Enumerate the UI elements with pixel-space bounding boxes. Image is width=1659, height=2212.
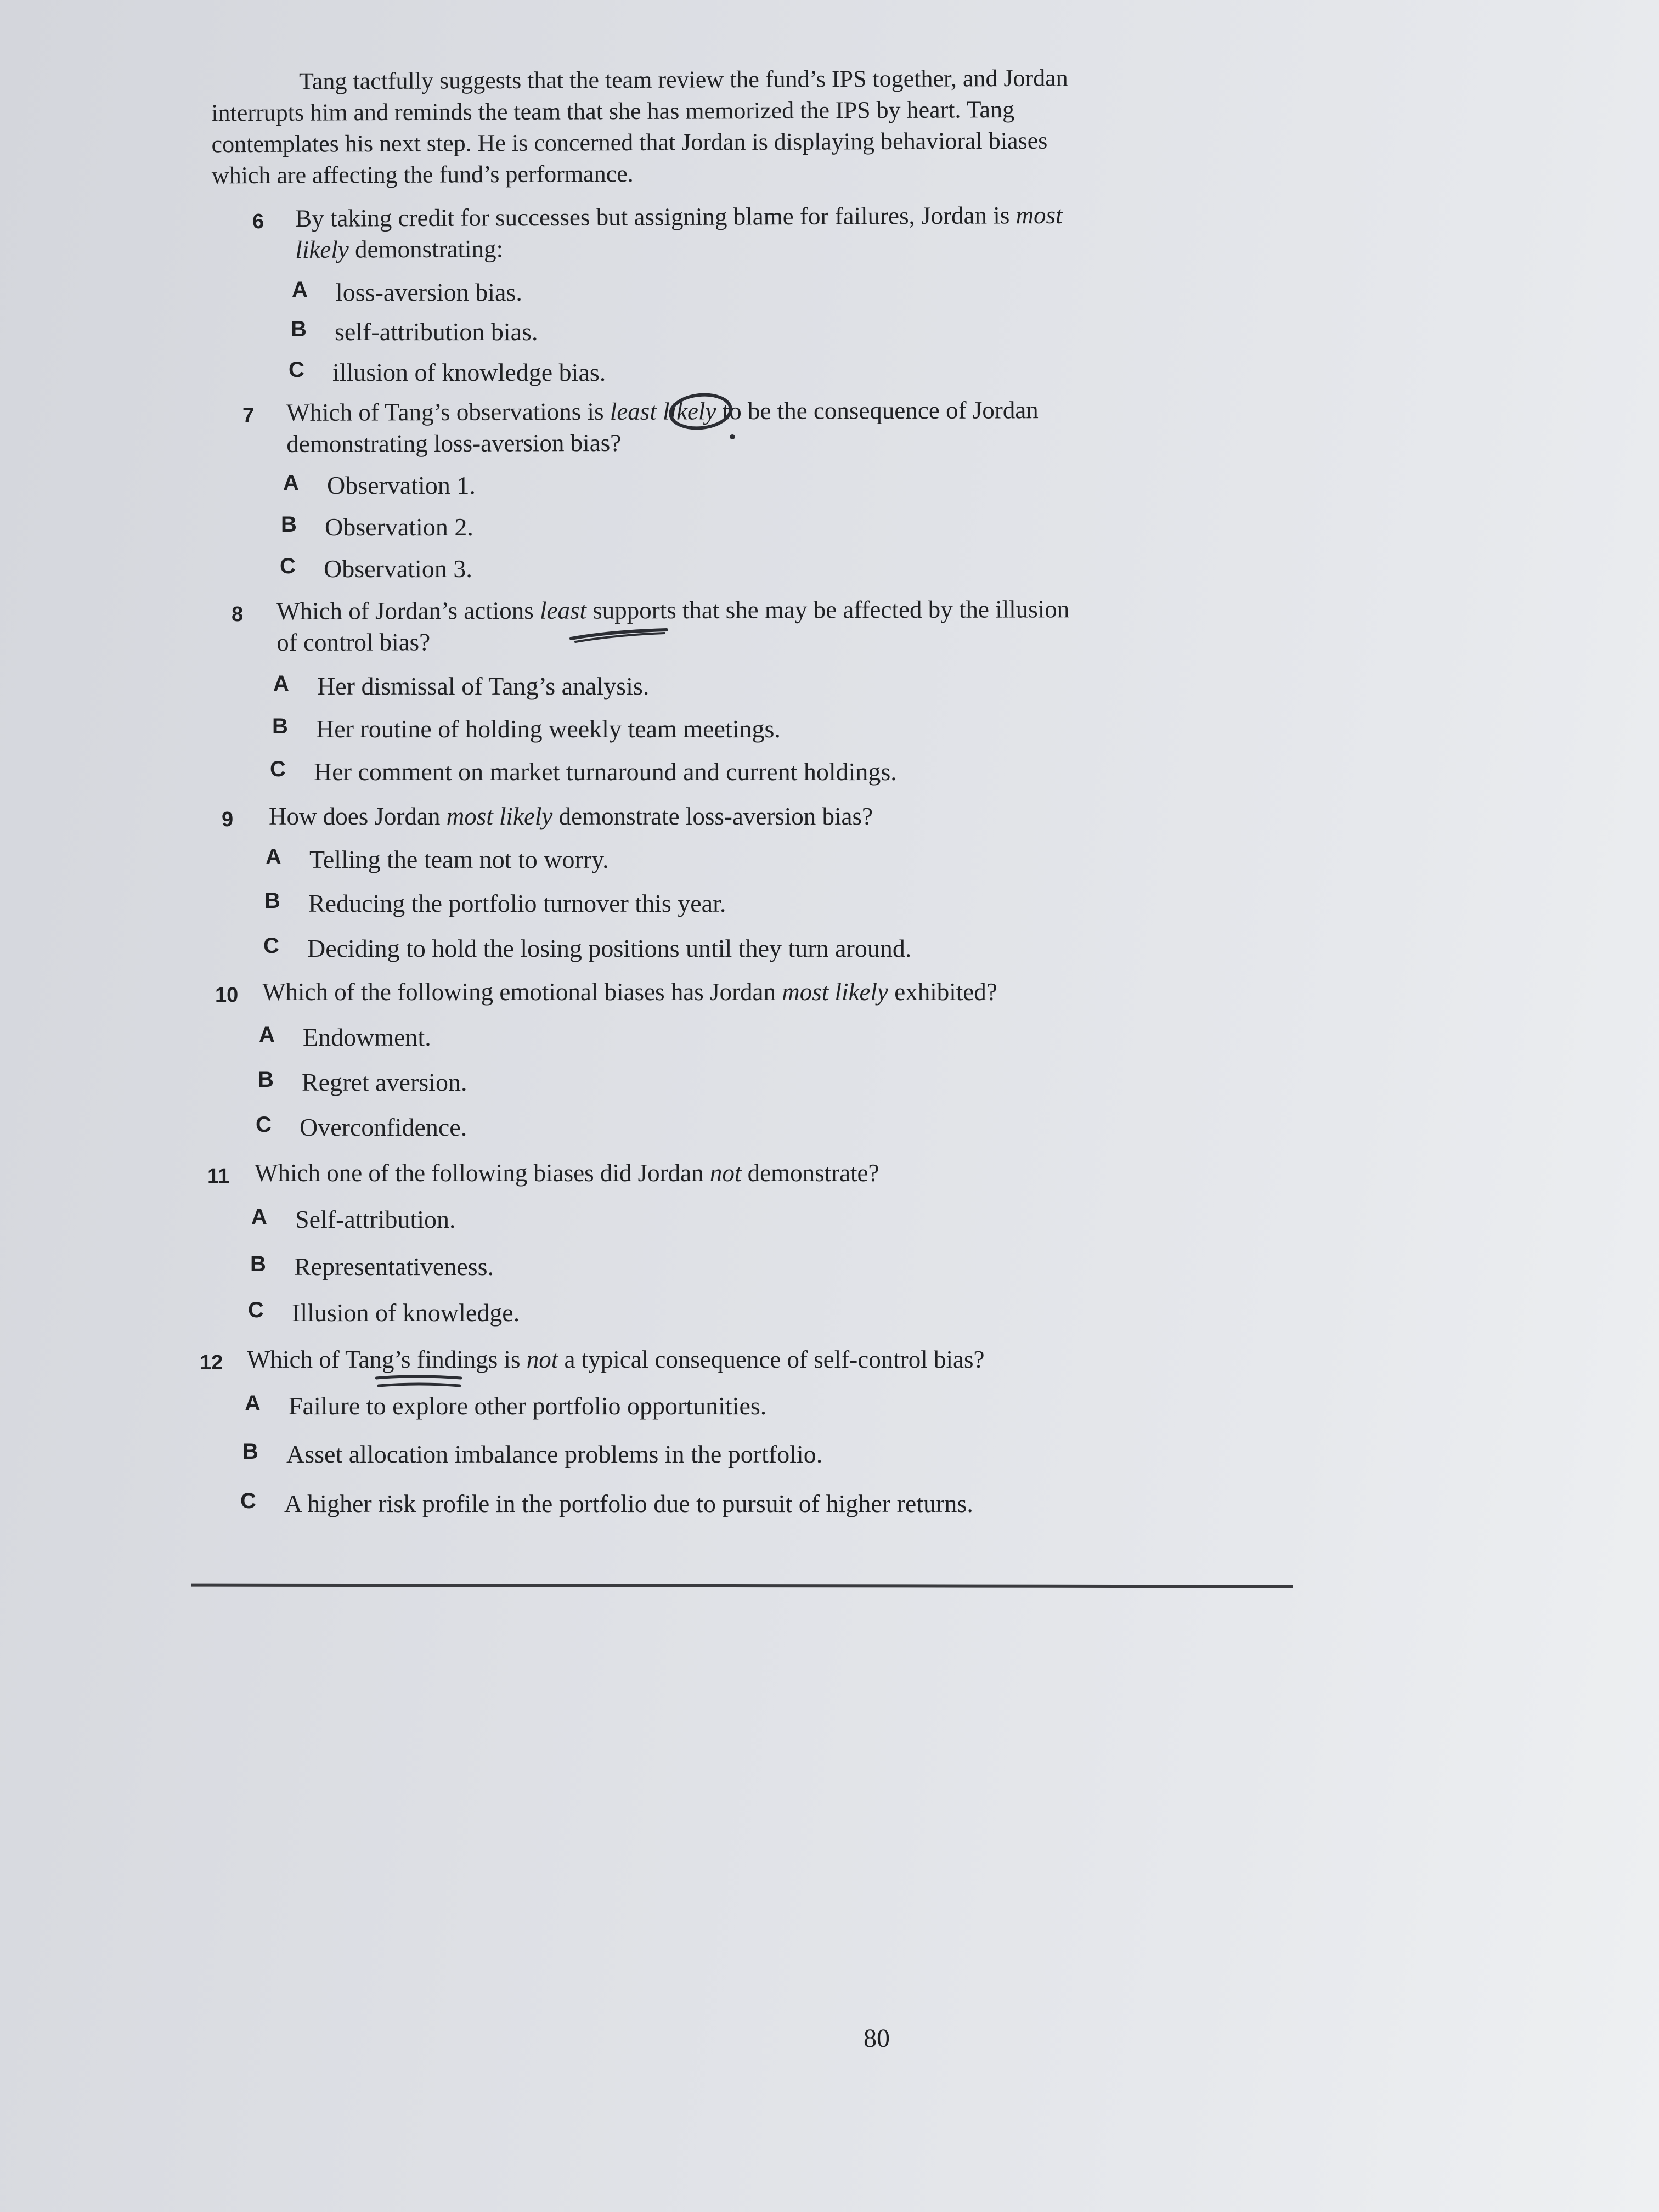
textbook-page: Tang tactfully suggests that the team review the fund’s IPS together, and Jordan interrupts him and reminds the team that she has memorized the IPS by heart. Tang contemplates his next step. He is concerned that Jordan is displaying behavioral biases which are affecting the fund’s performance. 6 By taking credit for successes but assigning blame for failures, Jordan is most likely demonstrating: A loss-aversion bias. B self-attribution bias. C illusion of knowledge bias. 7 Which of Tang’s observations is least likely to be the consequence of Jordan demonstrating loss-aversion bias? A Observation 1. B Observation 2. C Observation 3. 8 Which of Jordan’s actions least supports that she may be affected by the illusion of control bias? A Her dismissal of Tang’s analysis. B Her routine of holding weekly team meetings. C Her comment on market turnaround and current holdings. 9 How does Jordan most likely demonstrate loss-aversion bias? A Telling the team not to worry. B Reducing the portfolio turnover this year. C Deciding to hold the losing positions until they turn around. 10 Which of the following emotional biases has Jordan most likely exhibited? A Endowment. B Regret aversion. C Overconfidence. 11 Which one of the following biases did Jordan not demonstrate? A Self-attribution. B Representativeness. C Illusion of knowledge. 12 Which of Tang’s findings is not a typical consequence of self-control bias? A Failure to explore other portfolio opportunities. B Asset allocation imbalance problems in the portfolio. C A higher risk profile in the portfolio due to pursuit of higher returns. 80 bbox=[0, 0, 1659, 2212]
question-number: 11 bbox=[207, 1165, 230, 1188]
question-number: 12 bbox=[200, 1351, 223, 1374]
pen-underline-mark bbox=[568, 623, 672, 645]
question-number: 10 bbox=[215, 984, 239, 1007]
page-number: 80 bbox=[864, 2024, 890, 2053]
intro-line: which are affecting the fund’s performance. bbox=[211, 160, 634, 189]
question-stem: Which one of the following biases did Jordan not demonstrate? bbox=[255, 1159, 879, 1187]
intro-line: contemplates his next step. He is concerned that Jordan is displaying behavioral biases bbox=[211, 127, 1048, 158]
question-number: 6 bbox=[252, 210, 264, 233]
question-stem: Which of Jordan’s actions least supports that she may be affected by the illusion of control bias? bbox=[276, 595, 1070, 656]
intro-line: interrupts him and reminds the team that she has memorized the IPS by heart. Tang bbox=[211, 95, 1015, 127]
question-number: 7 bbox=[242, 404, 255, 427]
intro-line: Tang tactfully suggests that the team review the fund’s IPS together, and Jordan bbox=[299, 64, 1068, 95]
question-stem: Which of the following emotional biases has Jordan most likely exhibited? bbox=[262, 978, 997, 1006]
question-stem: How does Jordan most likely demonstrate loss-aversion bias? bbox=[269, 803, 873, 830]
question-stem: Which of Tang’s findings is not a typical consequence of self-control bias? bbox=[247, 1346, 985, 1373]
question-stem: Which of Tang’s observations is least likely to be the consequence of Jordan demonstrating loss-aversion bias? bbox=[286, 396, 1039, 458]
question-number: 9 bbox=[222, 808, 234, 831]
pen-circle-mark bbox=[667, 388, 738, 443]
pen-underline-mark bbox=[373, 1372, 466, 1393]
section-divider bbox=[191, 1584, 1293, 1588]
question-stem: By taking credit for successes but assigning blame for failures, Jordan is most likely demonstrating: bbox=[295, 201, 1063, 263]
question-number: 8 bbox=[232, 603, 244, 626]
intro-paragraph bbox=[211, 61, 1232, 191]
